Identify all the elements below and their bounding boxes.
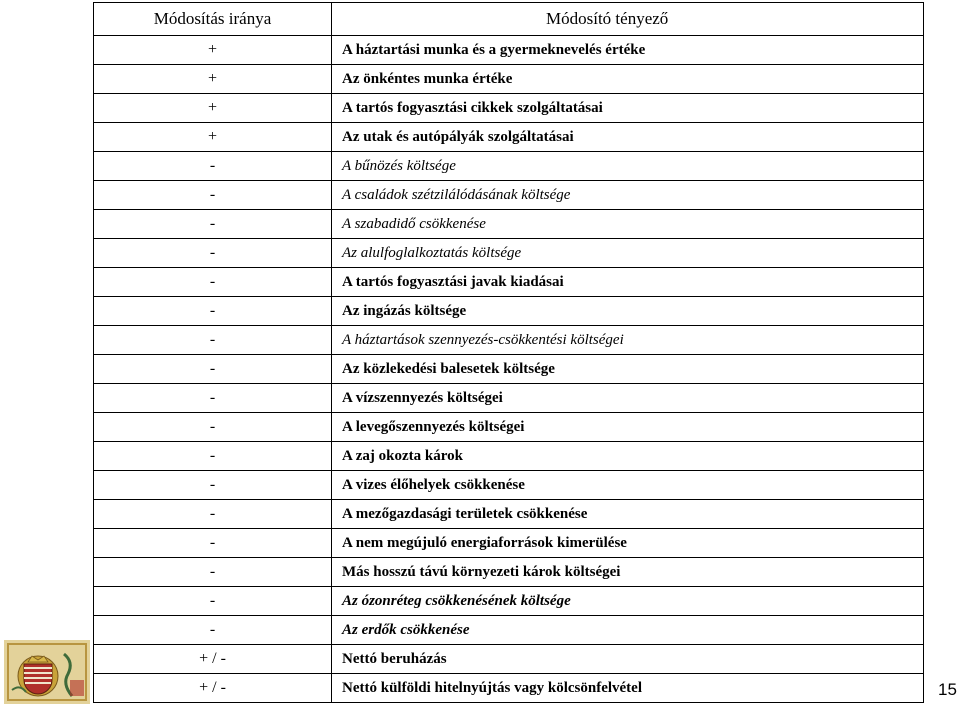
factor-cell: A vízszennyezés költségei — [332, 384, 924, 413]
direction-cell: - — [94, 181, 332, 210]
direction-cell: + — [94, 123, 332, 152]
factor-cell: A vizes élőhelyek csökkenése — [332, 471, 924, 500]
direction-cell: - — [94, 297, 332, 326]
coat-of-arms-image — [4, 640, 90, 704]
factor-cell: Más hosszú távú környezeti károk költségei — [332, 558, 924, 587]
table-row — [94, 36, 924, 65]
direction-cell: - — [94, 152, 332, 181]
direction-cell: + — [94, 94, 332, 123]
factor-cell: A bűnözés költsége — [332, 152, 924, 181]
table-row — [94, 326, 924, 355]
table-row — [94, 152, 924, 181]
factor-cell: A szabadidő csökkenése — [332, 210, 924, 239]
factor-cell: A tartós fogyasztási javak kiadásai — [332, 268, 924, 297]
direction-cell: + — [94, 65, 332, 94]
direction-cell: - — [94, 616, 332, 645]
table-row — [94, 210, 924, 239]
direction-cell: - — [94, 413, 332, 442]
table-row — [94, 413, 924, 442]
table-row — [94, 384, 924, 413]
factor-cell: Az önkéntes munka értéke — [332, 65, 924, 94]
direction-cell: + / - — [94, 674, 332, 703]
direction-cell: + / - — [94, 645, 332, 674]
direction-cell: - — [94, 384, 332, 413]
direction-cell: - — [94, 529, 332, 558]
table-row — [94, 558, 924, 587]
factor-cell: A családok szétzilálódásának költsége — [332, 181, 924, 210]
table-row — [94, 674, 924, 703]
factor-cell: Az alulfoglalkoztatás költsége — [332, 239, 924, 268]
table-row — [94, 181, 924, 210]
table-row — [94, 297, 924, 326]
table-row — [94, 268, 924, 297]
factor-cell: A tartós fogyasztási cikkek szolgáltatásai — [332, 94, 924, 123]
direction-cell: - — [94, 500, 332, 529]
direction-cell: - — [94, 587, 332, 616]
factor-cell: A zaj okozta károk — [332, 442, 924, 471]
table-row — [94, 65, 924, 94]
table-row — [94, 616, 924, 645]
table-row — [94, 442, 924, 471]
table-row — [94, 355, 924, 384]
factor-cell: Nettó beruházás — [332, 645, 924, 674]
direction-cell: - — [94, 210, 332, 239]
direction-cell: - — [94, 442, 332, 471]
factor-cell: A háztartások szennyezés-csökkentési költségei — [332, 326, 924, 355]
direction-cell: - — [94, 355, 332, 384]
header-factor: Módosító tényező — [332, 3, 924, 36]
direction-cell: - — [94, 471, 332, 500]
table-row — [94, 500, 924, 529]
table-row — [94, 587, 924, 616]
direction-cell: + — [94, 36, 332, 65]
table-row — [94, 645, 924, 674]
factor-cell: Az ingázás költsége — [332, 297, 924, 326]
factor-cell: A háztartási munka és a gyermeknevelés értéke — [332, 36, 924, 65]
table-row — [94, 471, 924, 500]
table-body — [94, 36, 924, 703]
factor-cell: Az közlekedési balesetek költsége — [332, 355, 924, 384]
table-row — [94, 123, 924, 152]
modifier-table — [93, 2, 924, 703]
table-row — [94, 239, 924, 268]
factor-cell: Az utak és autópályák szolgáltatásai — [332, 123, 924, 152]
direction-cell: - — [94, 239, 332, 268]
header-direction: Módosítás iránya — [94, 3, 332, 36]
direction-cell: - — [94, 326, 332, 355]
factor-cell: A mezőgazdasági területek csökkenése — [332, 500, 924, 529]
factor-cell: A nem megújuló energiaforrások kimerülése — [332, 529, 924, 558]
table-row — [94, 94, 924, 123]
table-header-row — [94, 3, 924, 36]
page-number: 15 — [938, 680, 957, 699]
direction-cell: - — [94, 268, 332, 297]
coat-of-arms-icon — [4, 640, 90, 704]
direction-cell: - — [94, 558, 332, 587]
factor-cell: Nettó külföldi hitelnyújtás vagy kölcsönfelvétel — [332, 674, 924, 703]
factor-cell: Az erdők csökkenése — [332, 616, 924, 645]
factor-cell: A levegőszennyezés költségei — [332, 413, 924, 442]
factor-cell: Az ózonréteg csökkenésének költsége — [332, 587, 924, 616]
table-row — [94, 529, 924, 558]
